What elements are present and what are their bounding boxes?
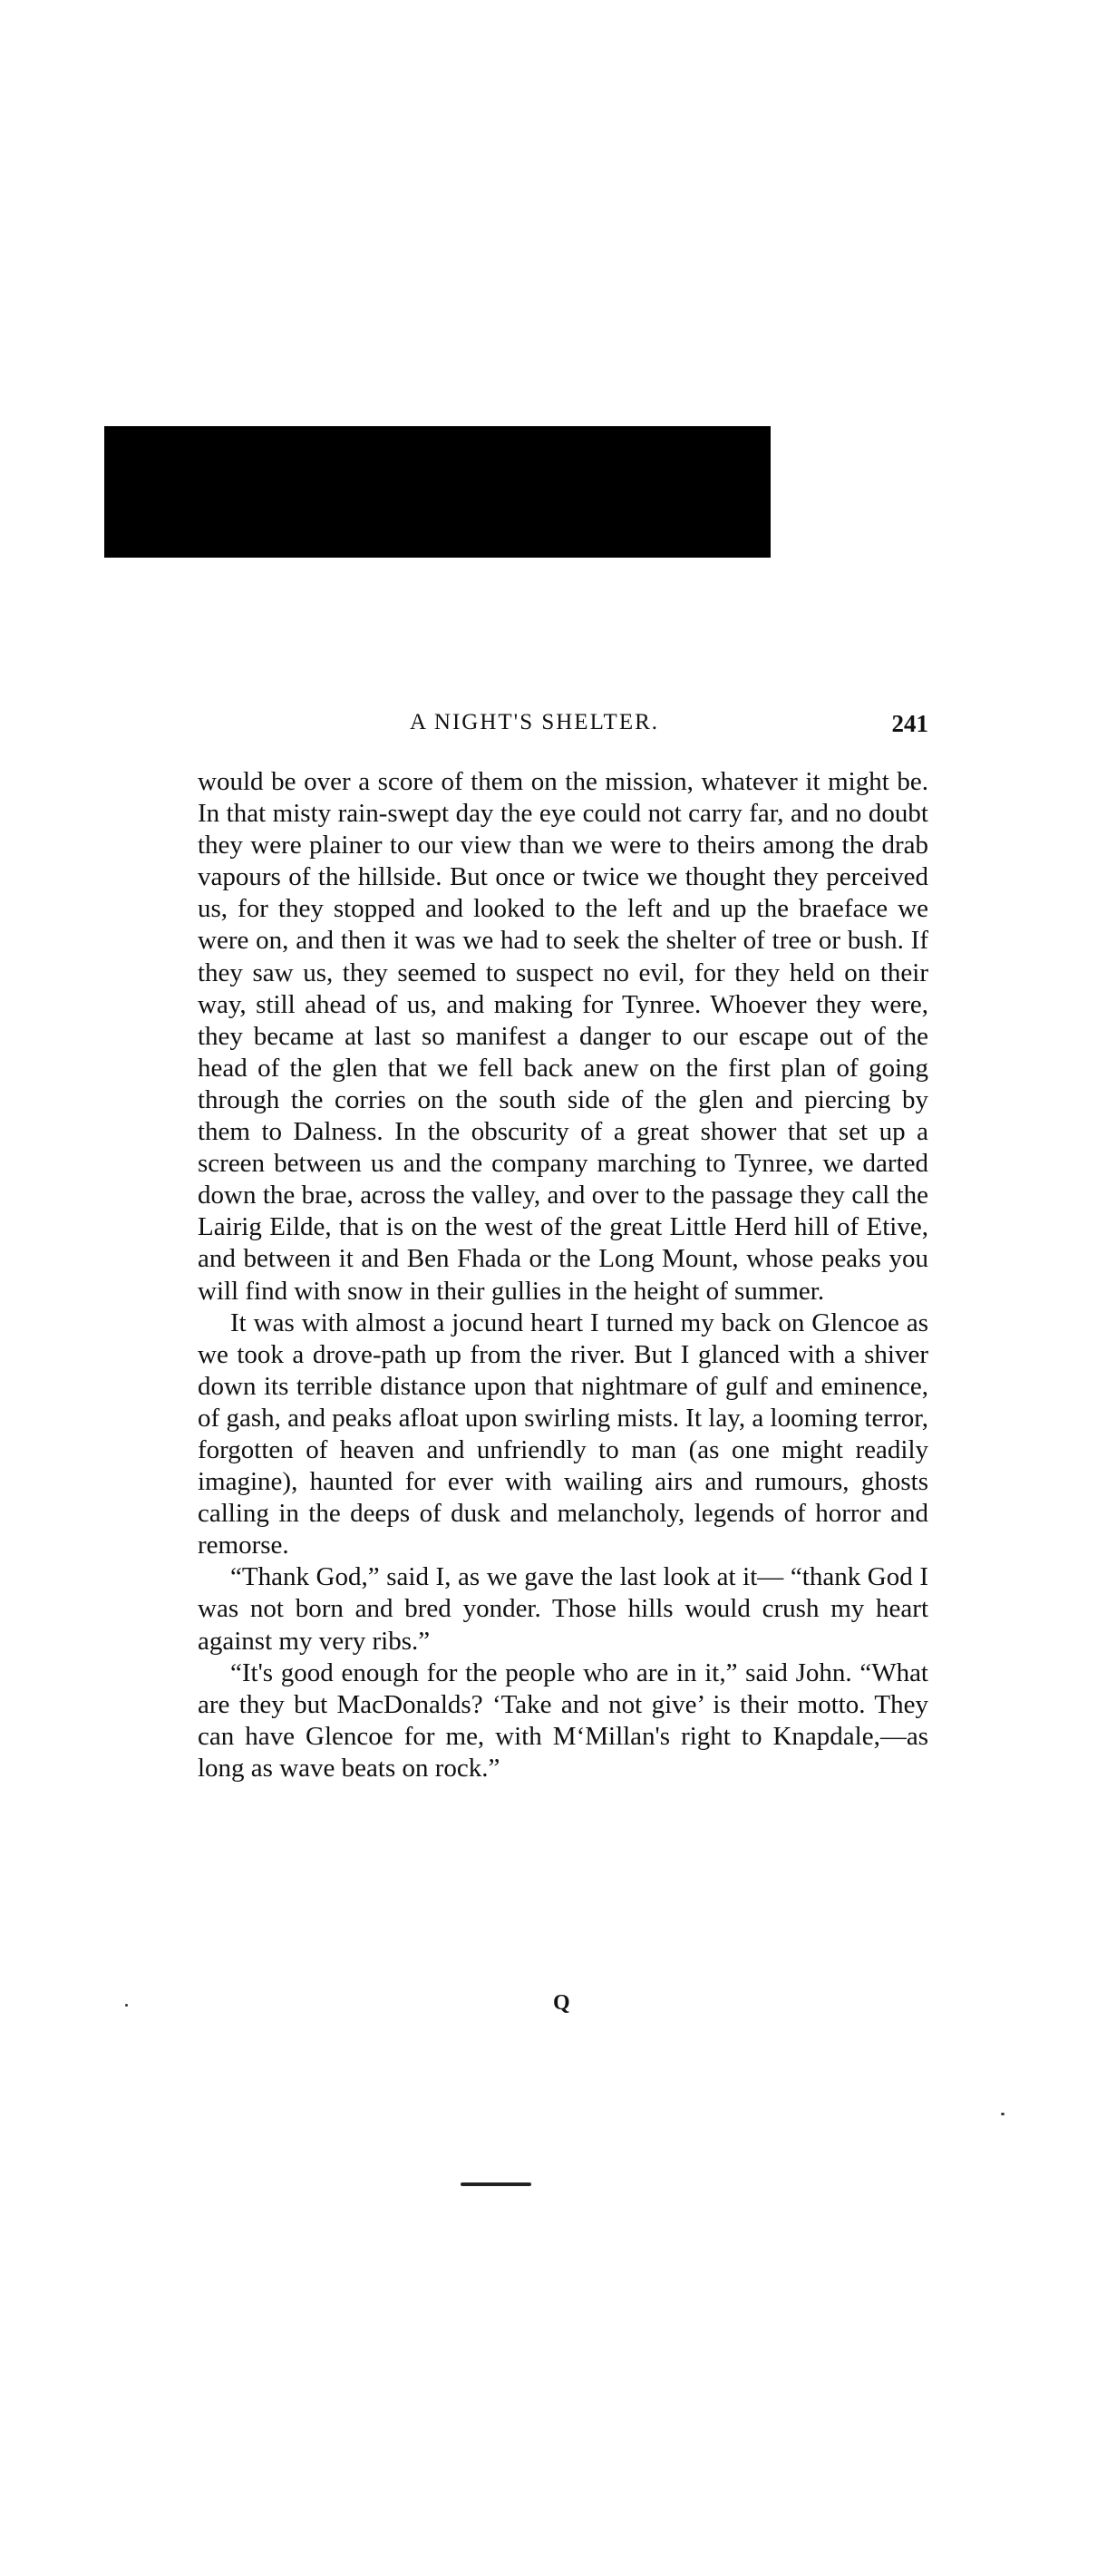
paragraph-continued: would be over a score of them on the mission, whatever it might be. In that misty rain-swept day the eye could not carry far, and no doubt they were plainer to our view than we were to theirs among the drab vapours of the hillside. But once or twice we thought they perceived us, for they stopped and looked to the left and up the braeface we were on, and then it was we had to seek the shelter of tree or bush. If they saw us, they seemed to suspect no evil, for they held on their way, still ahead of us, and making for Tynree. Whoever they were, they became at last so manifest a danger to our escape out of the head of the glen that we fell back anew on the first plan of going through the corries on the south side of the glen and piercing by them to Dalness. In the obscurity of a great shower that set up a screen between us and the company marching to Tynree, we darted down the brae, across the valley, and over to the passage they call the Lairig Eilde, that is on the west of the great Little Herd hill of Etive, and between it and Ben Fhada or the Long Mount, whose peaks you will find with snow in their gullies in the height of summer. — [198, 767, 928, 1306]
print-speck-right — [1001, 2113, 1005, 2115]
redaction-bar — [104, 426, 771, 558]
bottom-rule — [461, 2182, 531, 2186]
print-speck-left — [125, 2004, 128, 2007]
paragraph-john-reply: “It's good enough for the people who are in it,” said John. “What are they but MacDonalds? ‘Take and not give’ is their motto. They can have Glencoe for me, with M‘Millan's right to Knapdale,—as long as wave beats on rock.” — [198, 1657, 928, 1783]
signature-mark: Q — [553, 1991, 570, 2015]
running-title: A NIGHT'S SHELTER. — [410, 710, 660, 734]
body-text — [198, 766, 928, 1784]
running-head — [192, 710, 928, 746]
paragraph-glencoe: It was with almost a jocund heart I turned my back on Glencoe as we took a drove-path up from the river. But I glanced with a shiver down its terrible distance upon that nightmare of gulf and eminence, of gash, and peaks afloat upon swirling mists. It lay, a looming terror, forgotten of heaven and unfriendly to man (as one might readily imagine), haunted for ever with wailing airs and rumours, ghosts calling in the deeps of dusk and melancholy, legends of horror and remorse. — [198, 1307, 928, 1560]
paragraph-thank-god: “Thank God,” said I, as we gave the last look at it— “thank God I was not born and bred yonder. Those hills would crush my heart against my very ribs.” — [198, 1562, 928, 1656]
page-number: 241 — [891, 710, 928, 737]
